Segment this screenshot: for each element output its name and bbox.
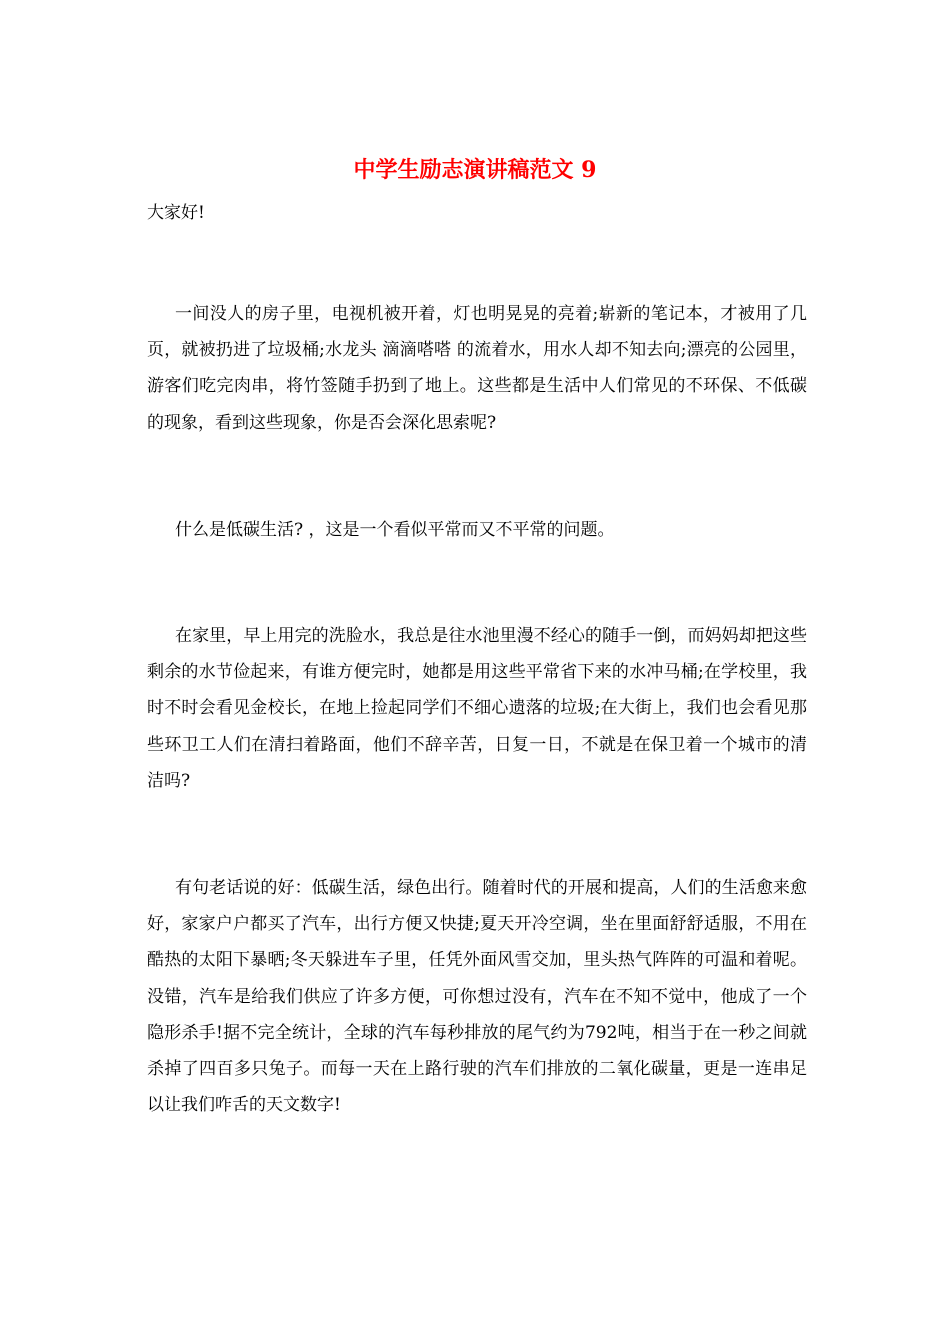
body-paragraph-1: 一间没人的房子里，电视机被开着，灯也明晃晃的亮着;崭新的笔记本，才被用了几页，就被扔进了垃圾桶;水龙头 滴滴嗒嗒 的流着水，用水人却不知去向;漂亮的公园里，游客们吃完肉串，将竹签随手扔到了地上。这些都是生活中人们常见的不环保、不低碳的现象，看到这些现象，你是否会深化思索呢?: [147, 304, 807, 433]
body-paragraph-3: 在家里，早上用完的洗脸水，我总是往水池里漫不经心的随手一倒，而妈妈却把这些剩余的水节俭起来，有谁方便完时，她都是用这些平常省下来的水冲马桶;在学校里，我时不时会看见金校长，在地上捡起同学们不细心遗落的垃圾;在大街上，我们也会看见那些环卫工人们在清扫着路面，他们不辞辛苦，日复一日，不就是在保卫着一个城市的清洁吗?: [147, 626, 807, 791]
body-paragraph-2: 什么是低碳生活? ，这是一个看似平常而又不平常的问题。: [175, 520, 615, 540]
document-title: 中学生励志演讲稿范文 9: [353, 157, 597, 183]
body-paragraph-4: 有句老话说的好：低碳生活，绿色出行。随着时代的开展和提高，人们的生活愈来愈好，家家户户都买了汽车，出行方便又快捷;夏天开冷空调，坐在里面舒舒适服，不用在酷热的太阳下暴晒;冬天躲进车子里，任凭外面风雪交加，里头热气阵阵的可温和着呢。没错，汽车是给我们供应了许多方便，可你想过没有，汽车在不知不觉中，他成了一个隐形杀手!据不完全统计，全球的汽车每秒排放的尾气约为792吨，相当于在一秒之间就杀掉了四百多只兔子。而每一天在上路行驶的汽车们排放的二氧化碳量，更是一连串足以让我们咋舌的天文数字!: [147, 878, 807, 1116]
greeting-text: 大家好!: [147, 203, 205, 223]
